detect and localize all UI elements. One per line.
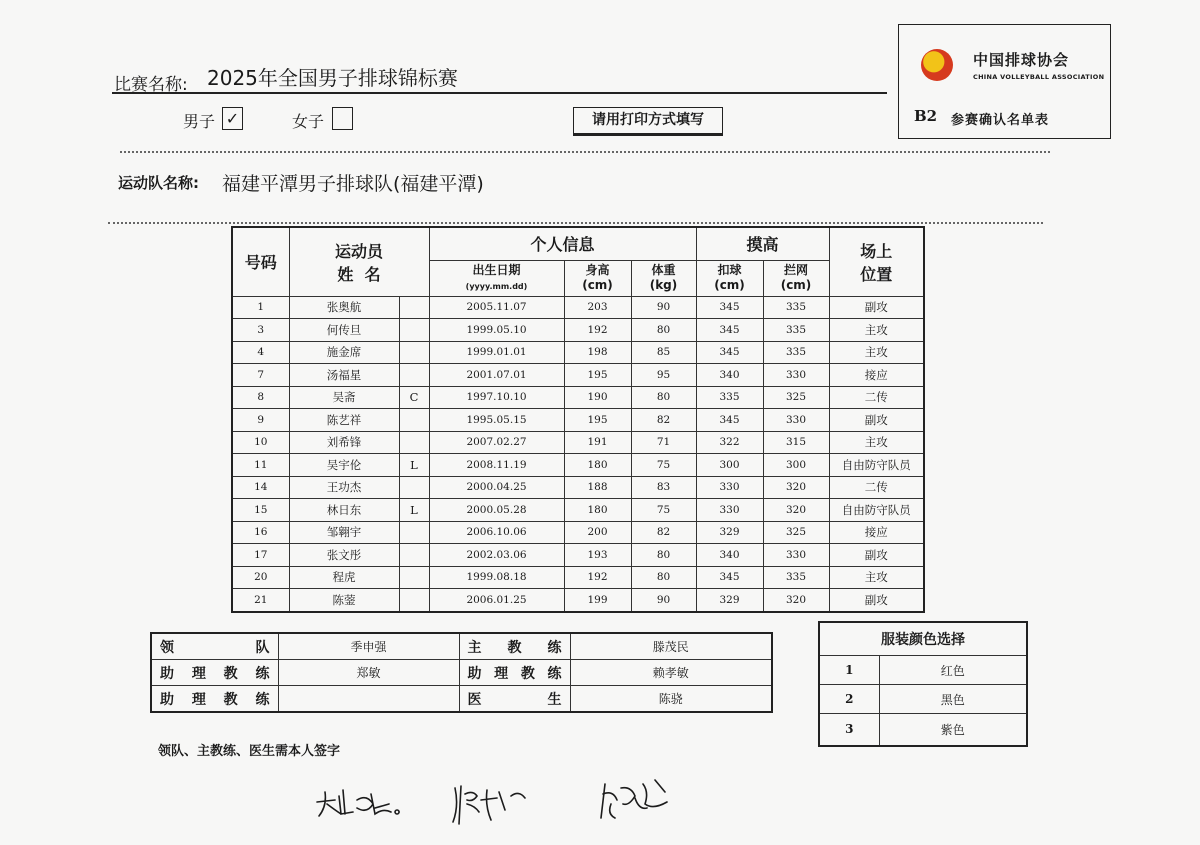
- print-instruction-box: 请用打印方式填写: [573, 107, 723, 136]
- player-weight: 80: [631, 319, 696, 342]
- player-role-mark: [399, 431, 429, 454]
- female-label: 女子: [292, 112, 325, 131]
- association-name-en: CHINA VOLLEYBALL ASSOCIATION: [973, 73, 1105, 81]
- player-role-mark: [399, 409, 429, 432]
- player-name: 陈蓥: [289, 589, 399, 612]
- player-height: 180: [564, 454, 631, 477]
- roster-row: [232, 454, 924, 477]
- form-title: 参赛确认名单表: [951, 113, 1050, 128]
- player-number: 8: [232, 386, 289, 409]
- player-number: 9: [232, 409, 289, 432]
- form-code: B2: [914, 107, 938, 125]
- player-block-reach: 330: [763, 364, 829, 387]
- roster-row: [232, 476, 924, 499]
- player-position: 二传: [829, 476, 924, 499]
- player-block-reach: 320: [763, 476, 829, 499]
- player-birth-date: 2000.05.28: [429, 499, 564, 522]
- roster-row: [232, 319, 924, 342]
- roster-table: [231, 226, 925, 613]
- color-option-number: 3: [819, 714, 879, 746]
- player-spike-reach: 345: [696, 566, 763, 589]
- player-spike-reach: 322: [696, 431, 763, 454]
- header-number: 号码: [232, 227, 289, 296]
- player-role-mark: [399, 589, 429, 612]
- player-birth-date: 1995.05.15: [429, 409, 564, 432]
- player-number: 7: [232, 364, 289, 387]
- player-role-mark: [399, 476, 429, 499]
- leader-role-label: 领 队: [151, 633, 278, 660]
- header-personal-info: 个人信息: [429, 227, 696, 260]
- color-option-name: 黑色: [879, 685, 1027, 714]
- player-spike-reach: 330: [696, 476, 763, 499]
- player-birth-date: 2002.03.06: [429, 544, 564, 567]
- roster-row: [232, 499, 924, 522]
- roster-row: [232, 566, 924, 589]
- player-weight: 90: [631, 589, 696, 612]
- header-weight: 体重 (kg): [631, 260, 696, 296]
- color-option-number: 1: [819, 656, 879, 685]
- player-block-reach: 335: [763, 319, 829, 342]
- player-role-mark: L: [399, 499, 429, 522]
- player-weight: 80: [631, 386, 696, 409]
- race-name: 2025年全国男子排球锦标赛: [207, 66, 458, 90]
- player-birth-date: 2007.02.27: [429, 431, 564, 454]
- player-weight: 75: [631, 499, 696, 522]
- player-position: 副攻: [829, 544, 924, 567]
- player-name: 张奥航: [289, 296, 399, 319]
- doctor-name: 陈骁: [570, 686, 772, 713]
- player-position: 接应: [829, 521, 924, 544]
- male-checkbox[interactable]: ✓: [222, 107, 243, 130]
- player-role-mark: [399, 296, 429, 319]
- player-name: 吴斋: [289, 386, 399, 409]
- player-birth-date: 2001.07.01: [429, 364, 564, 387]
- roster-row: [232, 296, 924, 319]
- assistant-coach-name-2: 赖孝敏: [570, 660, 772, 686]
- leader-name: 季申强: [278, 633, 459, 660]
- header-spike: 扣球 (cm): [696, 260, 763, 296]
- player-birth-date: 2005.11.07: [429, 296, 564, 319]
- player-birth-date: 2000.04.25: [429, 476, 564, 499]
- player-height: 191: [564, 431, 631, 454]
- handwritten-signatures: [305, 770, 725, 830]
- player-weight: 75: [631, 454, 696, 477]
- header-block: 拦网 (cm): [763, 260, 829, 296]
- player-height: 192: [564, 319, 631, 342]
- player-weight: 80: [631, 566, 696, 589]
- head-coach-name: 滕茂民: [570, 633, 772, 660]
- player-name: 张文彤: [289, 544, 399, 567]
- doctor-role-label: 医 生: [459, 686, 570, 713]
- player-number: 17: [232, 544, 289, 567]
- male-label: 男子: [183, 112, 216, 131]
- player-spike-reach: 329: [696, 589, 763, 612]
- player-birth-date: 2006.01.25: [429, 589, 564, 612]
- dotted-divider-bottom: [108, 222, 1043, 224]
- player-birth-date: 2006.10.06: [429, 521, 564, 544]
- player-name: 程虎: [289, 566, 399, 589]
- player-spike-reach: 345: [696, 296, 763, 319]
- association-name-cn: 中国排球协会: [973, 51, 1070, 69]
- header-position: 场上 位置: [829, 227, 924, 296]
- player-position: 接应: [829, 364, 924, 387]
- color-option-name: 红色: [879, 656, 1027, 685]
- player-name: 邹翱宇: [289, 521, 399, 544]
- player-name: 汤福星: [289, 364, 399, 387]
- assistant-coach-name-3: [278, 686, 459, 713]
- player-number: 4: [232, 341, 289, 364]
- head-coach-role-label: 主 教 练: [459, 633, 570, 660]
- staff-table: [150, 632, 773, 713]
- player-position: 副攻: [829, 409, 924, 432]
- player-number: 3: [232, 319, 289, 342]
- player-position: 自由防守队员: [829, 454, 924, 477]
- player-height: 188: [564, 476, 631, 499]
- player-weight: 82: [631, 521, 696, 544]
- team-name: 福建平潭男子排球队(福建平潭): [222, 173, 484, 195]
- player-number: 10: [232, 431, 289, 454]
- player-number: 1: [232, 296, 289, 319]
- player-weight: 85: [631, 341, 696, 364]
- player-height: 195: [564, 409, 631, 432]
- player-spike-reach: 300: [696, 454, 763, 477]
- roster-row: [232, 589, 924, 612]
- color-option-number: 2: [819, 685, 879, 714]
- signature-note: 领队、主教练、医生需本人签字: [158, 744, 341, 759]
- player-position: 主攻: [829, 341, 924, 364]
- player-number: 15: [232, 499, 289, 522]
- player-block-reach: 335: [763, 296, 829, 319]
- header-birth: 出生日期 (yyyy.mm.dd): [429, 260, 564, 296]
- player-name: 吴宇伦: [289, 454, 399, 477]
- player-birth-date: 1999.01.01: [429, 341, 564, 364]
- player-weight: 83: [631, 476, 696, 499]
- player-block-reach: 320: [763, 499, 829, 522]
- player-block-reach: 325: [763, 386, 829, 409]
- player-role-mark: [399, 364, 429, 387]
- player-block-reach: 320: [763, 589, 829, 612]
- player-role-mark: L: [399, 454, 429, 477]
- player-role-mark: C: [399, 386, 429, 409]
- female-checkbox[interactable]: [332, 107, 353, 130]
- player-block-reach: 335: [763, 566, 829, 589]
- player-block-reach: 330: [763, 409, 829, 432]
- team-label: 运动队名称:: [118, 174, 199, 192]
- player-block-reach: 330: [763, 544, 829, 567]
- player-height: 199: [564, 589, 631, 612]
- player-height: 195: [564, 364, 631, 387]
- player-height: 203: [564, 296, 631, 319]
- player-role-mark: [399, 521, 429, 544]
- player-name: 王功杰: [289, 476, 399, 499]
- player-weight: 95: [631, 364, 696, 387]
- player-spike-reach: 340: [696, 364, 763, 387]
- roster-row: [232, 521, 924, 544]
- player-number: 16: [232, 521, 289, 544]
- player-height: 193: [564, 544, 631, 567]
- roster-row: [232, 364, 924, 387]
- player-role-mark: [399, 566, 429, 589]
- roster-row: [232, 386, 924, 409]
- player-name: 施金席: [289, 341, 399, 364]
- player-weight: 80: [631, 544, 696, 567]
- player-height: 198: [564, 341, 631, 364]
- roster-row: [232, 431, 924, 454]
- player-position: 副攻: [829, 589, 924, 612]
- assistant-coach-role-label-2: 助 理 教 练: [459, 660, 570, 686]
- player-block-reach: 300: [763, 454, 829, 477]
- player-weight: 82: [631, 409, 696, 432]
- color-option-name: 紫色: [879, 714, 1027, 746]
- player-role-mark: [399, 319, 429, 342]
- player-spike-reach: 345: [696, 319, 763, 342]
- player-role-mark: [399, 341, 429, 364]
- player-name: 何传旦: [289, 319, 399, 342]
- player-name: 刘希锋: [289, 431, 399, 454]
- player-spike-reach: 345: [696, 409, 763, 432]
- player-birth-date: 1999.08.18: [429, 566, 564, 589]
- uniform-color-title: 服装颜色选择: [819, 622, 1027, 656]
- dotted-divider-top: [120, 151, 1050, 153]
- player-name: 林日东: [289, 499, 399, 522]
- roster-row: [232, 409, 924, 432]
- roster-row: [232, 341, 924, 364]
- player-spike-reach: 345: [696, 341, 763, 364]
- association-logo-box: [898, 24, 1111, 139]
- uniform-color-table: [818, 621, 1028, 747]
- player-spike-reach: 329: [696, 521, 763, 544]
- player-position: 自由防守队员: [829, 499, 924, 522]
- header-athlete: 运动员 姓 名: [289, 227, 429, 296]
- player-height: 200: [564, 521, 631, 544]
- player-position: 主攻: [829, 566, 924, 589]
- assistant-coach-name-1: 郑敏: [278, 660, 459, 686]
- player-height: 180: [564, 499, 631, 522]
- player-weight: 71: [631, 431, 696, 454]
- player-spike-reach: 330: [696, 499, 763, 522]
- race-label: 比赛名称:: [114, 75, 188, 95]
- player-number: 14: [232, 476, 289, 499]
- player-spike-reach: 335: [696, 386, 763, 409]
- player-role-mark: [399, 544, 429, 567]
- header-height: 身高 (cm): [564, 260, 631, 296]
- assistant-coach-role-label-3: 助 理 教 练: [151, 686, 278, 713]
- player-birth-date: 1997.10.10: [429, 386, 564, 409]
- player-position: 主攻: [829, 319, 924, 342]
- roster-row: [232, 544, 924, 567]
- player-position: 主攻: [829, 431, 924, 454]
- player-height: 190: [564, 386, 631, 409]
- player-block-reach: 325: [763, 521, 829, 544]
- player-number: 21: [232, 589, 289, 612]
- player-block-reach: 335: [763, 341, 829, 364]
- player-number: 11: [232, 454, 289, 477]
- assistant-coach-role-label: 助 理 教 练: [151, 660, 278, 686]
- player-number: 20: [232, 566, 289, 589]
- player-birth-date: 1999.05.10: [429, 319, 564, 342]
- player-weight: 90: [631, 296, 696, 319]
- header-reach: 摸高: [696, 227, 829, 260]
- player-name: 陈艺祥: [289, 409, 399, 432]
- player-block-reach: 315: [763, 431, 829, 454]
- player-position: 副攻: [829, 296, 924, 319]
- player-spike-reach: 340: [696, 544, 763, 567]
- player-position: 二传: [829, 386, 924, 409]
- player-birth-date: 2008.11.19: [429, 454, 564, 477]
- volleyball-emblem-icon: [921, 49, 953, 81]
- player-height: 192: [564, 566, 631, 589]
